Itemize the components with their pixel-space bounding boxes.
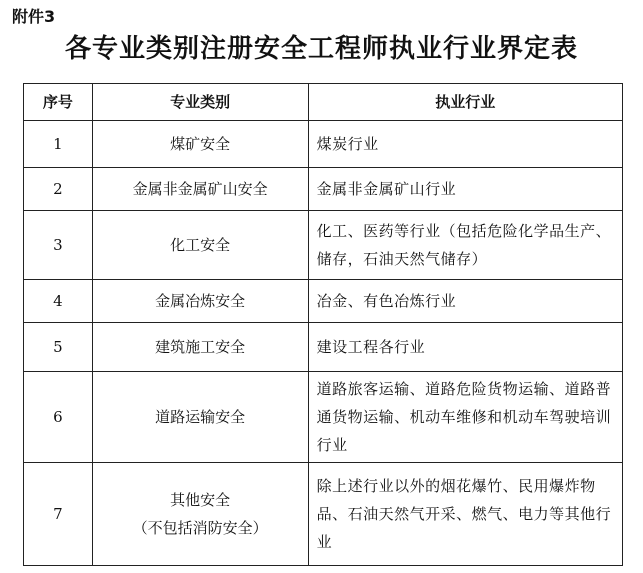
row-category: 其他安全 xyxy=(170,491,231,509)
row-category: 道路运输安全 xyxy=(92,372,308,463)
row-number: 7 xyxy=(24,463,93,566)
row-number: 2 xyxy=(24,168,93,211)
row-category: 化工安全 xyxy=(92,211,308,280)
row-category-cell xyxy=(92,463,308,566)
table-row xyxy=(24,121,623,168)
industry-table xyxy=(23,83,623,566)
row-number: 4 xyxy=(24,280,93,323)
row-category: 金属冶炼安全 xyxy=(92,280,308,323)
row-category: 煤矿安全 xyxy=(92,121,308,168)
header-category: 专业类别 xyxy=(92,84,308,121)
row-category: 建筑施工安全 xyxy=(92,323,308,372)
table-row xyxy=(24,280,623,323)
row-number: 6 xyxy=(24,372,93,463)
row-industry: 道路旅客运输、道路危险货物运输、道路普通货物运输、机动车维修和机动车驾驶培训行业 xyxy=(308,372,622,463)
row-number: 5 xyxy=(24,323,93,372)
row-industry: 煤炭行业 xyxy=(308,121,622,168)
table-row xyxy=(24,211,623,280)
row-category: 金属非金属矿山安全 xyxy=(92,168,308,211)
row-industry: 建设工程各行业 xyxy=(308,323,622,372)
row-number: 1 xyxy=(24,121,93,168)
table-row xyxy=(24,323,623,372)
table-header-row xyxy=(24,84,623,121)
page-title: 各专业类别注册安全工程师执业行业界定表 xyxy=(64,34,578,64)
table-row xyxy=(24,463,623,566)
row-category-note: （不包括消防安全） xyxy=(132,519,268,537)
row-industry: 除上述行业以外的烟花爆竹、民用爆炸物品、石油天然气开采、燃气、电力等其他行业 xyxy=(308,463,622,566)
table-row xyxy=(24,372,623,463)
table-row xyxy=(24,168,623,211)
attachment-label: 附件3 xyxy=(12,7,56,26)
row-number: 3 xyxy=(24,211,93,280)
row-industry: 冶金、有色冶炼行业 xyxy=(308,280,622,323)
row-industry: 化工、医药等行业（包括危险化学品生产、储存，石油天然气储存） xyxy=(308,211,622,280)
row-industry: 金属非金属矿山行业 xyxy=(308,168,622,211)
header-number: 序号 xyxy=(24,84,93,121)
header-industry: 执业行业 xyxy=(308,84,622,121)
